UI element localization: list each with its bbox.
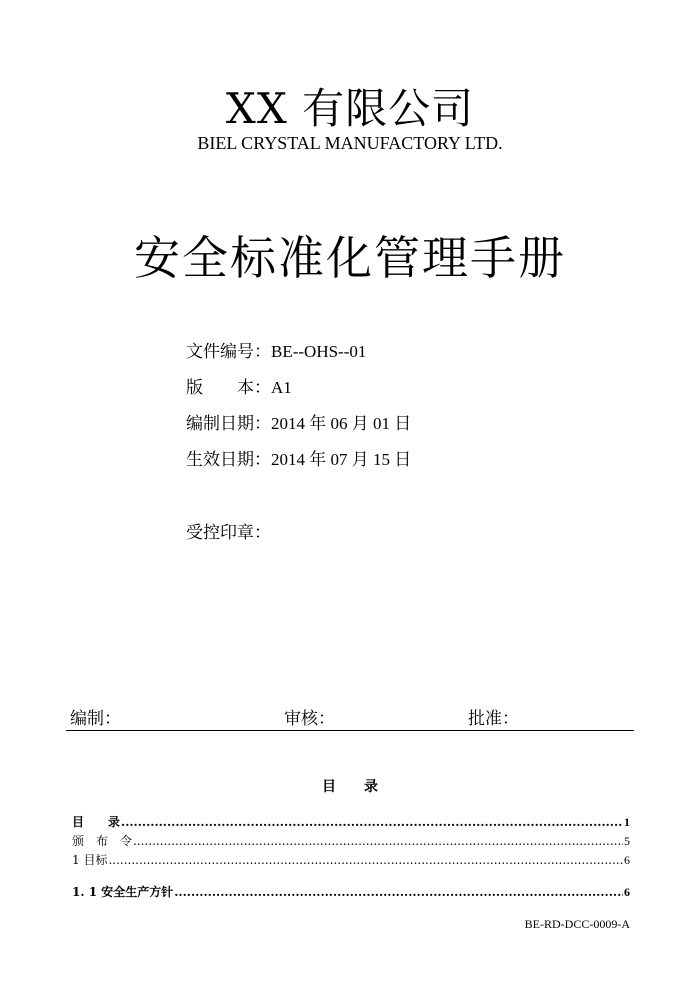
- doc-number-row: [186, 337, 366, 362]
- version-label: 版 本：: [186, 378, 271, 398]
- company-name-cn: XX 有限公司: [225, 84, 475, 133]
- toc-entry-safety-policy[interactable]: [72, 883, 630, 900]
- document-code: BE-RD-DCC-0009-A: [524, 917, 630, 931]
- toc-leader-dots: [174, 885, 623, 899]
- signoff-divider: [66, 730, 634, 731]
- controlled-stamp-row: [186, 518, 271, 543]
- version-value: A1: [271, 378, 292, 397]
- controlled-stamp-label: 受控印章：: [186, 523, 271, 543]
- toc-entry-text: 1 目标: [72, 853, 108, 867]
- toc-entry-page: 1: [624, 815, 630, 829]
- compiled-by-label: 编制：: [70, 709, 121, 729]
- approved-by-label: 批准：: [468, 709, 519, 729]
- toc-entry-page: 6: [624, 885, 630, 899]
- toc-entry-page: 5: [624, 834, 630, 848]
- company-name-en: BIEL CRYSTAL MANUFACTORY LTD.: [197, 133, 503, 153]
- toc-entry-text: 目 录: [72, 815, 121, 829]
- manual-title: 安全标准化管理手册: [134, 231, 566, 285]
- toc-entry-contents[interactable]: [72, 813, 630, 830]
- reviewed-by-label: 审核：: [284, 709, 335, 729]
- toc-entry-text: 颁 布 令: [72, 834, 133, 848]
- toc-heading: 目 录: [322, 779, 378, 795]
- toc-entry-objectives[interactable]: [72, 851, 630, 868]
- toc-entry-decree[interactable]: [72, 832, 630, 849]
- toc-entry-page: 6: [624, 853, 630, 867]
- effective-date-value: 2014 年 07 月 15 日: [271, 450, 412, 469]
- effective-date-row: [186, 445, 411, 470]
- toc-entry-text: 1. 1 安全生产方针: [72, 885, 174, 899]
- effective-date-label: 生效日期：: [186, 450, 271, 470]
- version-row: [186, 373, 292, 398]
- doc-number-value: BE--OHS--01: [271, 342, 367, 361]
- toc-leader-dots: [121, 815, 623, 829]
- compile-date-label: 编制日期：: [186, 414, 271, 434]
- doc-number-label: 文件编号：: [186, 342, 271, 362]
- compile-date-value: 2014 年 06 月 01 日: [271, 414, 412, 433]
- compile-date-row: [186, 409, 411, 434]
- toc-leader-dots: [133, 834, 623, 848]
- toc-leader-dots: [108, 853, 623, 867]
